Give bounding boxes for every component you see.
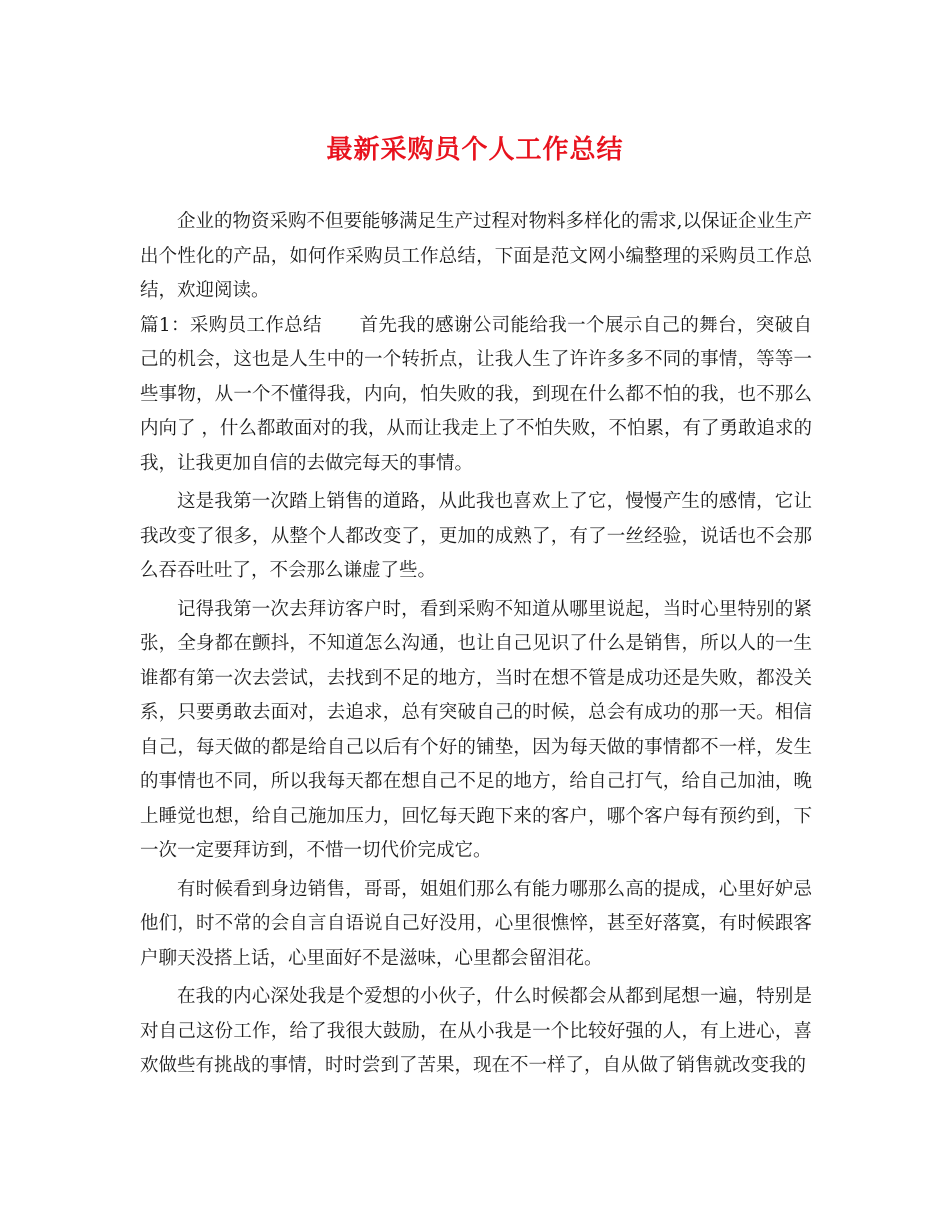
paragraph: 这是我第一次踏上销售的道路，从此我也喜欢上了它，慢慢产生的感情，它让我改变了很多，从整个人都改变了，更加的成熟了，有了一丝经验，说话也不会那么吞吞吐吐了，不会那么谦虚了些。 bbox=[140, 491, 812, 581]
document-title: 最新采购员个人工作总结 bbox=[326, 135, 624, 165]
paragraph: 记得我第一次去拜访客户时，看到采购不知道从哪里说起，当时心里特别的紧张，全身都在颤抖，不知道怎么沟通，也让自己见识了什么是销售，所以人的一生谁都有第一次去尝试，去找到不足的地方，当时在想不管是成功还是失败，都没关系，只要勇敢去面对，去追求，总有突破自己的时候，总会有成功的那一天。相信自己，每天做的都是给自己以后有个好的铺垫，因为每天做的事情都不一样，发生的事情也不同，所以我每天都在想自己不足的地方，给自己打气，给自己加油，晚上睡觉也想，给自己施加压力，回忆每天跑下来的客户，哪个客户每有预约到，下一次一定要拜访到，不惜一切代价完成它。 bbox=[140, 598, 812, 861]
paragraph-intro: 企业的物资采购不但要能够满足生产过程对物料多样化的需求,以保证企业生产出个性化的产品，如何作采购员工作总结，下面是范文网小编整理的采购员工作总结，欢迎阅读。 bbox=[140, 211, 812, 301]
paragraph-section-1: 篇1：采购员工作总结 首先我的感谢公司能给我一个展示自己的舞台，突破自己的机会，这也是人生中的一个转折点，让我人生了许许多多不同的事情，等等一些事物，从一个不懂得我，内向，怕失败的我，到现在什么都不怕的我，也不那么内向了 ，什么都敢面对的我，从而让我走上了不怕失败，不怕累，有了勇敢追求的我，让我更加自信的去做完每天的事情。 bbox=[140, 314, 812, 474]
paragraph: 有时候看到身边销售，哥哥，姐姐们那么有能力哪那么高的提成，心里好妒忌他们，时不常的会自言自语说自己好没用，心里很憔悴，甚至好落寞，有时候跟客户聊天没搭上话，心里面好不是滋味，心里都会留泪花。 bbox=[140, 878, 812, 969]
paragraph: 在我的内心深处我是个爱想的小伙子，什么时候都会从都到尾想一遍，特别是对自己这份工作，给了我很大鼓励，在从小我是一个比较好强的人，有上进心，喜欢做些有挑战的事情，时时尝到了苦果，现在不一样了，自从做了销售就改变我的 bbox=[140, 986, 812, 1076]
document-body bbox=[140, 205, 812, 1084]
